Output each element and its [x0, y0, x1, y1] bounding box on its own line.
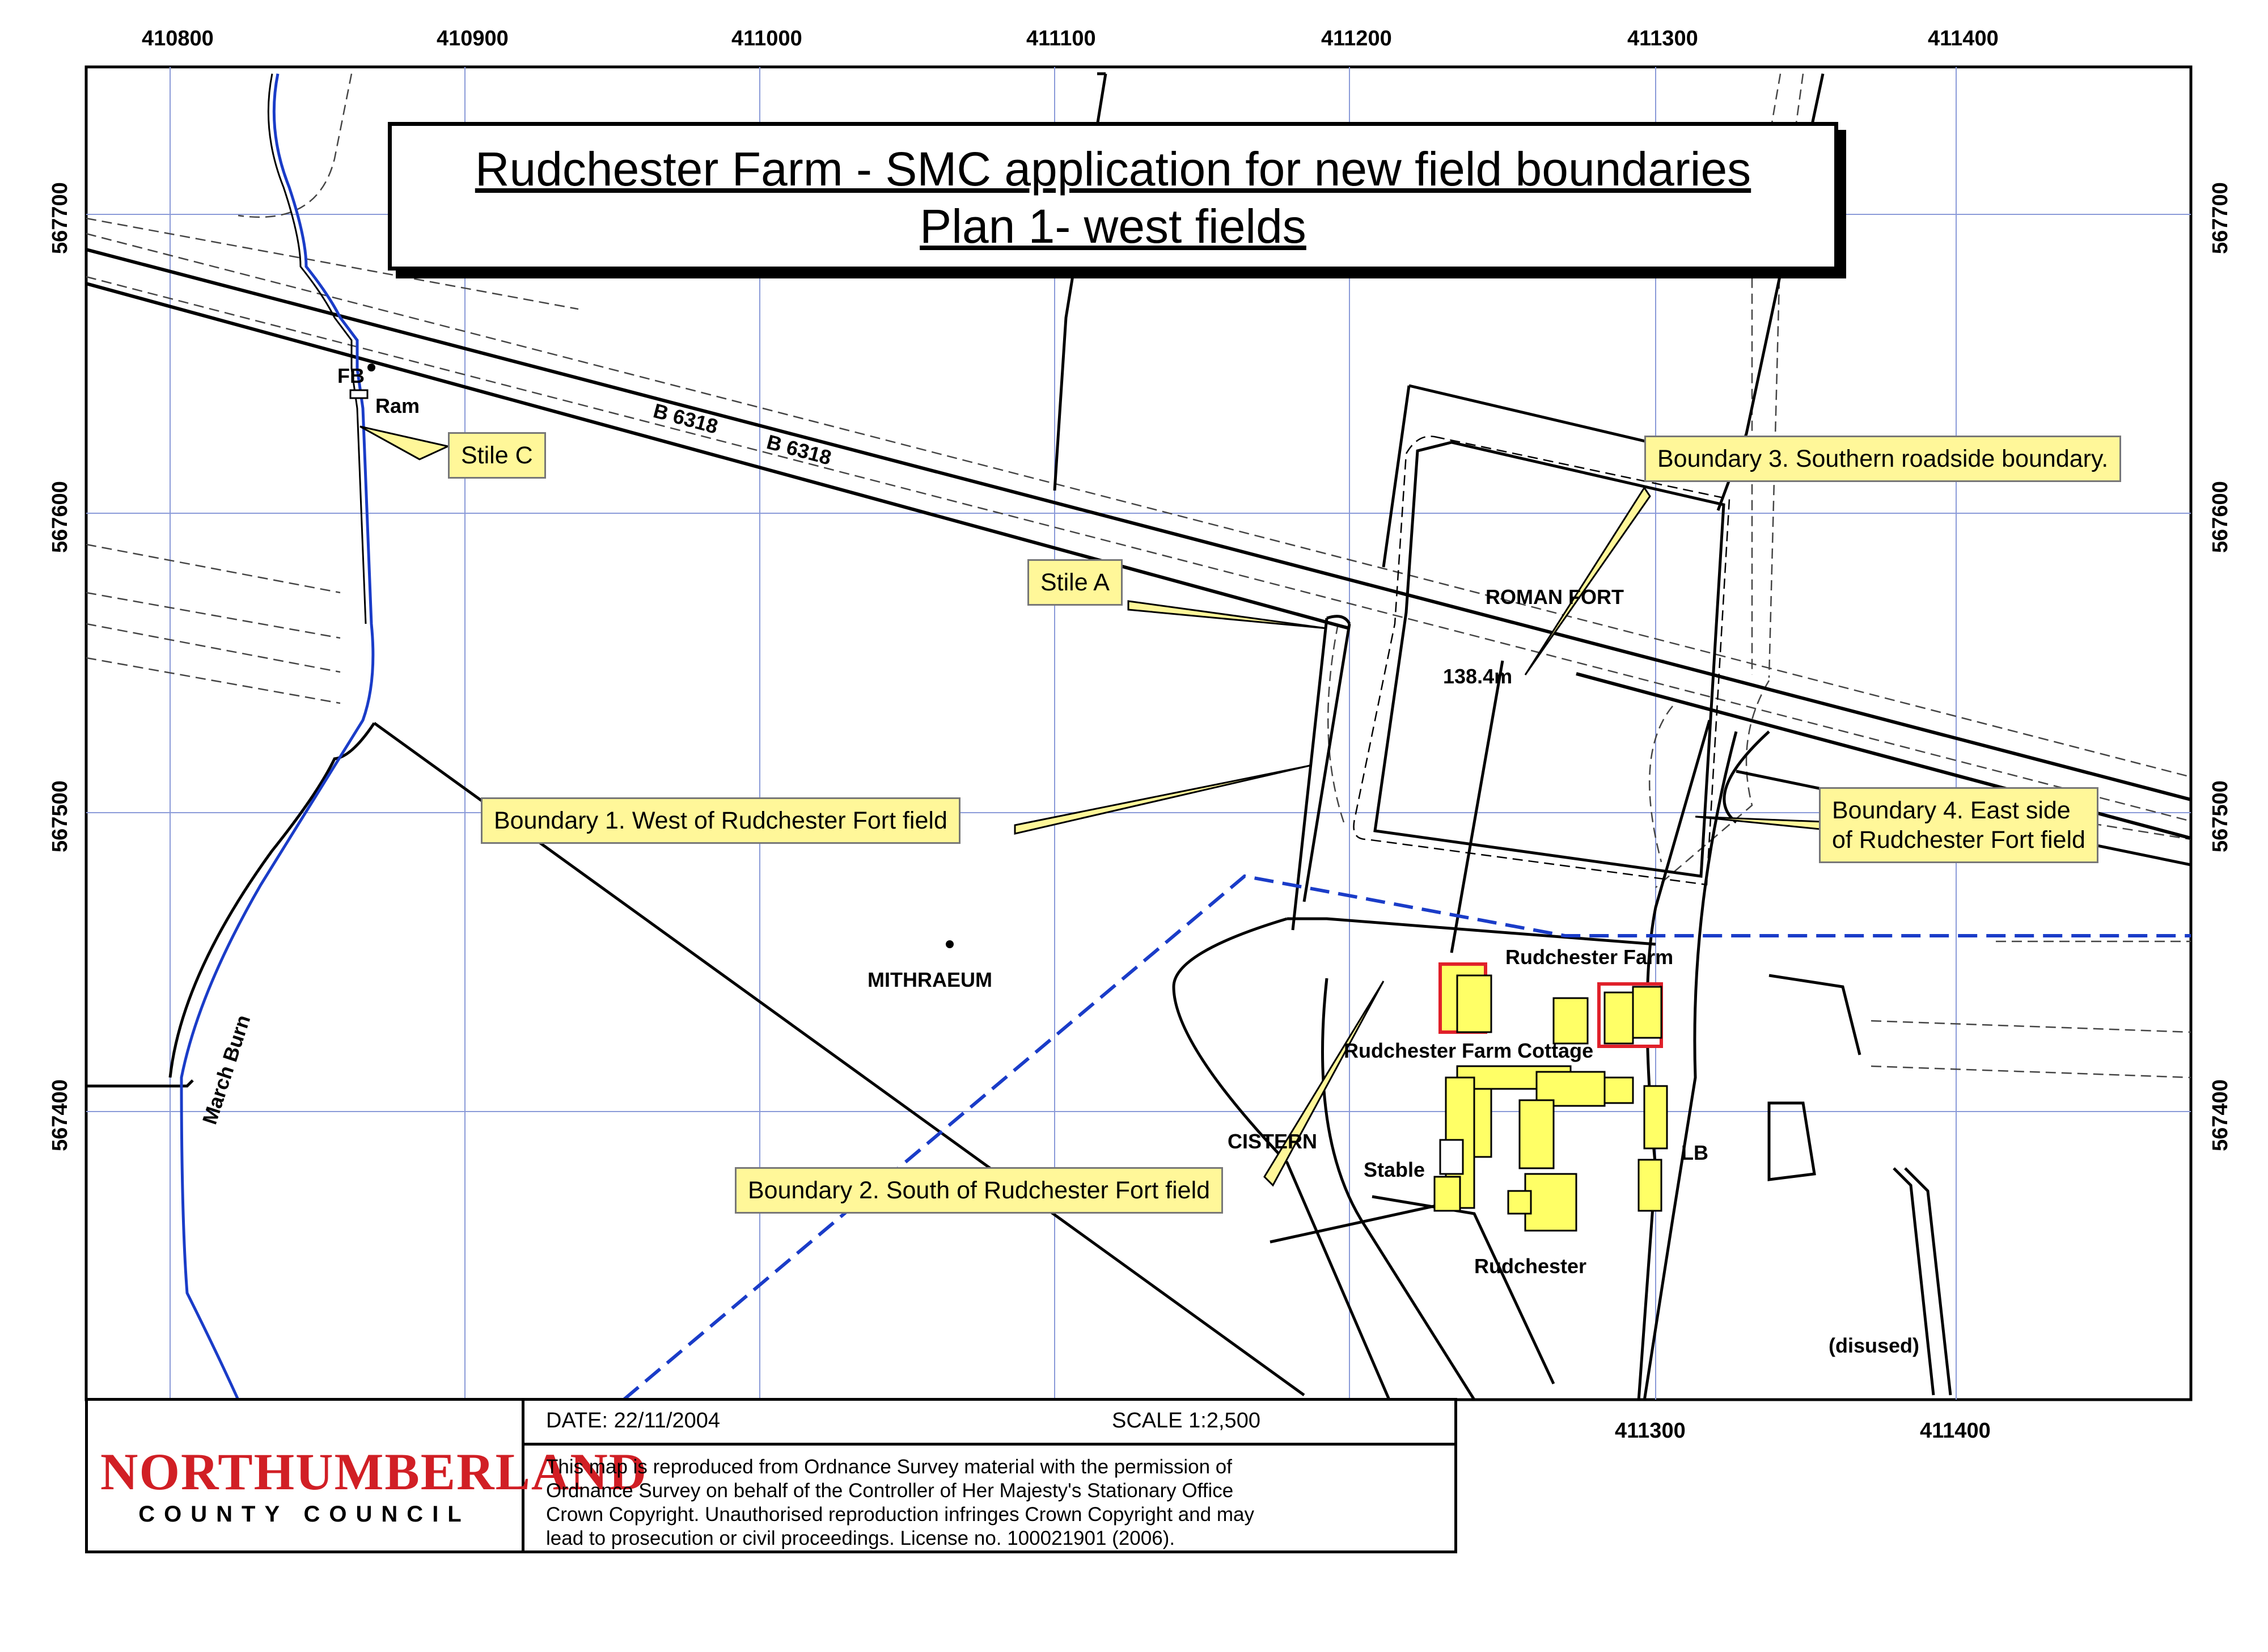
label-stable: Stable — [1364, 1158, 1425, 1181]
fb-point — [367, 364, 375, 371]
easting-label: 410800 — [142, 27, 214, 50]
northing-label: 567600 — [48, 481, 72, 553]
label-mithraeum: MITHRAEUM — [868, 968, 992, 991]
northing-label: 567400 — [2208, 1079, 2232, 1151]
mithraeum-point — [946, 940, 954, 948]
logo-name: NORTHUMBERLAND — [100, 1443, 648, 1501]
northing-label: 567500 — [2208, 780, 2232, 852]
easting-label: 411300 — [1627, 27, 1698, 50]
label-rudchester-farm-cottage: Rudchester Farm Cottage — [1344, 1039, 1594, 1062]
easting-labels-top — [142, 27, 1999, 50]
northing-label: 567700 — [2208, 182, 2232, 254]
northing-label: 567500 — [48, 780, 72, 852]
callout-boundary-3: Boundary 3. Southern roadside boundary. — [1644, 436, 2121, 482]
label-cistern: CISTERN — [1228, 1130, 1318, 1153]
label-ram: Ram — [375, 394, 420, 417]
label-disused: (disused) — [1829, 1334, 1920, 1357]
map-scale: SCALE 1:2,500 — [1112, 1409, 1260, 1433]
footer-info-row — [524, 1401, 1454, 1446]
logo-subtitle: COUNTY COUNCIL — [138, 1502, 471, 1527]
northing-labels-right — [2208, 182, 2232, 1151]
easting-label: 411000 — [731, 27, 802, 50]
map-footer — [85, 1398, 1457, 1553]
easting-label: 411300 — [1615, 1419, 1686, 1443]
label-road: B 6318 — [650, 399, 721, 438]
easting-label: 411400 — [1920, 1419, 1991, 1443]
callout-boundary-4-line1: Boundary 4. East side — [1832, 797, 2071, 824]
callout-boundary-2: Boundary 2. South of Rudchester Fort field — [735, 1167, 1223, 1214]
northing-label: 567700 — [48, 182, 72, 254]
northing-labels-left — [48, 182, 72, 1151]
callout-boundary-4 — [1819, 787, 2098, 863]
map-title-line2: Plan 1- west fields — [920, 200, 1306, 253]
northing-label: 567400 — [48, 1079, 72, 1151]
callout-stile-c: Stile C — [448, 432, 546, 479]
northing-label: 567600 — [2208, 481, 2232, 553]
label-roman-fort: ROMAN FORT — [1486, 585, 1624, 609]
label-spot-height: 138.4m — [1443, 665, 1513, 688]
map-title-line1: Rudchester Farm - SMC application for new field boundaries — [475, 142, 1751, 196]
easting-label: 411100 — [1026, 27, 1096, 50]
callout-boundary-4-line2: of Rudchester Fort field — [1832, 826, 2085, 854]
ram-marker — [350, 390, 367, 398]
map-title — [388, 122, 1838, 271]
label-lb: LB — [1681, 1141, 1708, 1164]
easting-label: 410900 — [437, 27, 509, 50]
easting-label: 411400 — [1928, 27, 1999, 50]
callout-boundary-1: Boundary 1. West of Rudchester Fort field — [481, 797, 960, 844]
label-road: B 6318 — [764, 430, 834, 470]
callout-stile-a: Stile A — [1027, 559, 1123, 606]
label-fb: FB — [337, 364, 365, 387]
copyright-notice: This map is reproduced from Ordnance Survey material with the permission of Ordnance Survey on behalf of the Controller of Her Majesty's Stationary Office Crown Copyright. Unauthorised reproduction infringes Crown Copyright and may lead to prosecution or civil proceedings. License no. 100021901 (2006). — [546, 1456, 1254, 1549]
map-date: DATE: 22/11/2004 — [546, 1409, 721, 1433]
label-rudchester-farm: Rudchester Farm — [1505, 945, 1674, 969]
easting-label: 411200 — [1321, 27, 1392, 50]
label-rudchester: Rudchester — [1474, 1254, 1587, 1278]
label-march-burn: March Burn — [197, 1012, 255, 1127]
